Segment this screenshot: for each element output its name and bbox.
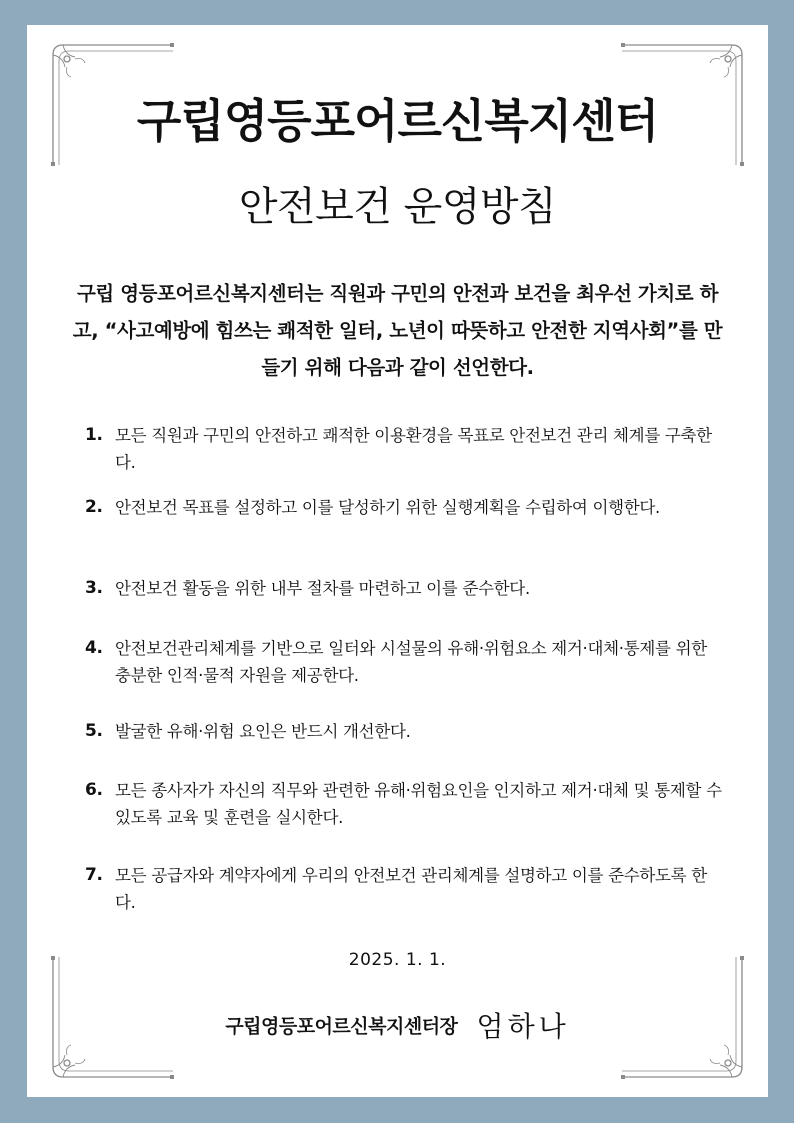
list-item (85, 718, 725, 745)
item-text: 모든 직원과 구민의 안전하고 쾌적한 이용환경을 목표로 안전보건 관리 체계를 구축한다. (115, 426, 712, 472)
item-number: 3. (85, 578, 103, 598)
signer-name: 엄하나 (476, 1010, 570, 1043)
item-text: 안전보건 활동을 위한 내부 절차를 마련하고 이를 준수한다. (115, 579, 530, 598)
item-text: 모든 공급자와 계약자에게 우리의 안전보건 관리체계를 설명하고 이를 준수하도록 한다. (115, 866, 707, 912)
item-number: 7. (85, 865, 103, 885)
intro-paragraph: 구립 영등포어르신복지센터는 직원과 구민의 안전과 보건을 최우선 가치로 하고, “사고예방에 힘쓰는 쾌적한 일터, 노년이 따뜻하고 안전한 지역사회”를 만들기 위해 다음과 같이 선언한다. (72, 282, 723, 379)
list-item (85, 777, 725, 831)
document-page (27, 25, 768, 1097)
list-item (85, 494, 725, 521)
page-title: 구립영등포어르신복지센터 (136, 94, 659, 148)
item-text: 발굴한 유해·위험 요인은 반드시 개선한다. (115, 722, 411, 741)
document-date: 2025. 1. 1. (348, 950, 447, 970)
signer-organization: 구립영등포어르신복지센터장 (225, 1015, 458, 1038)
item-number: 2. (85, 497, 103, 517)
list-item (85, 862, 725, 916)
item-number: 1. (85, 425, 103, 445)
item-text: 안전보건 목표를 설정하고 이를 달성하기 위한 실행계획을 수립하여 이행한다. (115, 498, 660, 517)
list-item (85, 575, 725, 602)
item-number: 6. (85, 780, 103, 800)
signature-block (27, 1005, 768, 1045)
item-text: 모든 종사자가 자신의 직무와 관련한 유해·위험요인을 인지하고 제거·대체 및 통제할 수 있도록 교육 및 훈련을 실시한다. (115, 781, 722, 827)
page-subtitle: 안전보건 운영방침 (238, 184, 557, 230)
item-number: 5. (85, 721, 103, 741)
list-item (85, 635, 725, 689)
list-item (85, 422, 725, 476)
item-text: 안전보건관리체계를 기반으로 일터와 시설물의 유해·위험요소 제거·대체·통제를 위한 충분한 인적·물적 자원을 제공한다. (115, 639, 707, 685)
item-number: 4. (85, 638, 103, 658)
